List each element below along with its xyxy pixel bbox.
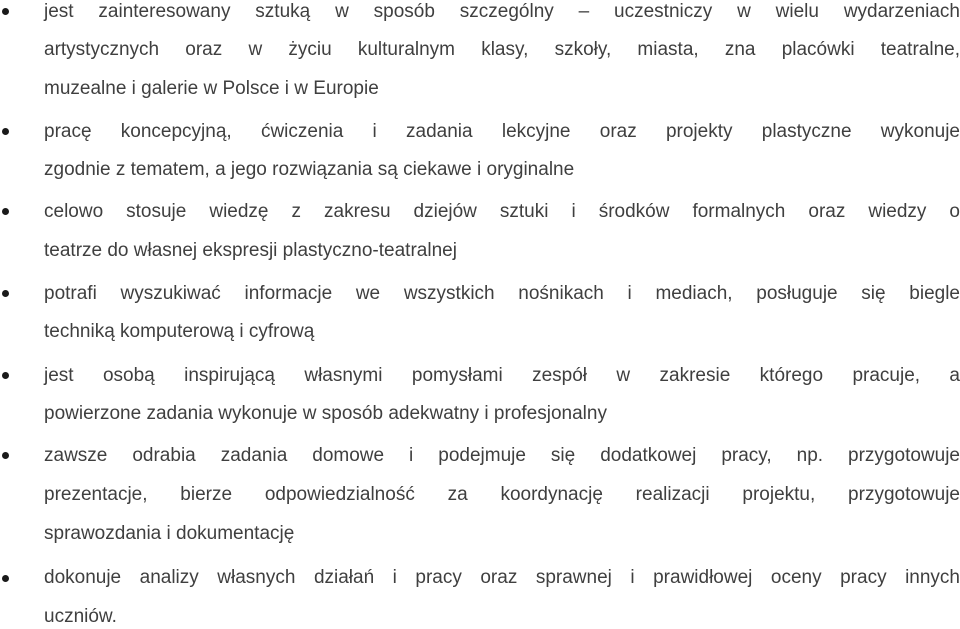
list-item-line: artystycznych oraz w życiu kulturalnym klasy, szkoły, miasta, zna placówki teatralne, bbox=[44, 39, 960, 60]
list-item-line: celowo stosuje wiedzę z zakresu dziejów sztuki i środków formalnych oraz wiedzy o bbox=[44, 201, 960, 222]
bullet-icon bbox=[2, 575, 9, 582]
bullet-icon bbox=[2, 128, 9, 135]
bullet-icon bbox=[2, 8, 9, 15]
list-item-line: zawsze odrabia zadania domowe i podejmuje się dodatkowej pracy, np. przygotowuje bbox=[44, 445, 960, 466]
list-item-line: jest osobą inspirującą własnymi pomysłami zespół w zakresie którego pracuje, a bbox=[44, 365, 960, 386]
bullet-icon bbox=[2, 372, 9, 379]
list-item-line: sprawozdania i dokumentację bbox=[44, 523, 295, 544]
bullet-icon bbox=[2, 452, 9, 459]
list-item-line: uczniów. bbox=[44, 606, 117, 627]
list-item-line: powierzone zadania wykonuje w sposób adekwatny i profesjonalny bbox=[44, 403, 607, 424]
list-item-line: jest zainteresowany sztuką w sposób szczególny – uczestniczy w wielu wydarzeniach bbox=[44, 1, 960, 22]
list-item-line: teatrze do własnej ekspresji plastyczno-teatralnej bbox=[44, 240, 457, 261]
list-item-line: dokonuje analizy własnych działań i pracy oraz sprawnej i prawidłowej oceny pracy innych bbox=[44, 567, 960, 588]
list-item-line: muzealne i galerie w Polsce i w Europie bbox=[44, 78, 379, 99]
list-item-line: prezentacje, bierze odpowiedzialność za koordynację realizacji projektu, przygotowuje bbox=[44, 484, 960, 505]
list-item-line: zgodnie z tematem, a jego rozwiązania są ciekawe i oryginalne bbox=[44, 159, 575, 180]
bullet-icon bbox=[2, 290, 9, 297]
bullet-icon bbox=[2, 208, 9, 215]
list-item-line: pracę koncepcyjną, ćwiczenia i zadania lekcyjne oraz projekty plastyczne wykonuje bbox=[44, 121, 960, 142]
list-item-line: potrafi wyszukiwać informacje we wszystkich nośnikach i mediach, posługuje się biegle bbox=[44, 283, 960, 304]
list-item-line: techniką komputerową i cyfrową bbox=[44, 321, 315, 342]
